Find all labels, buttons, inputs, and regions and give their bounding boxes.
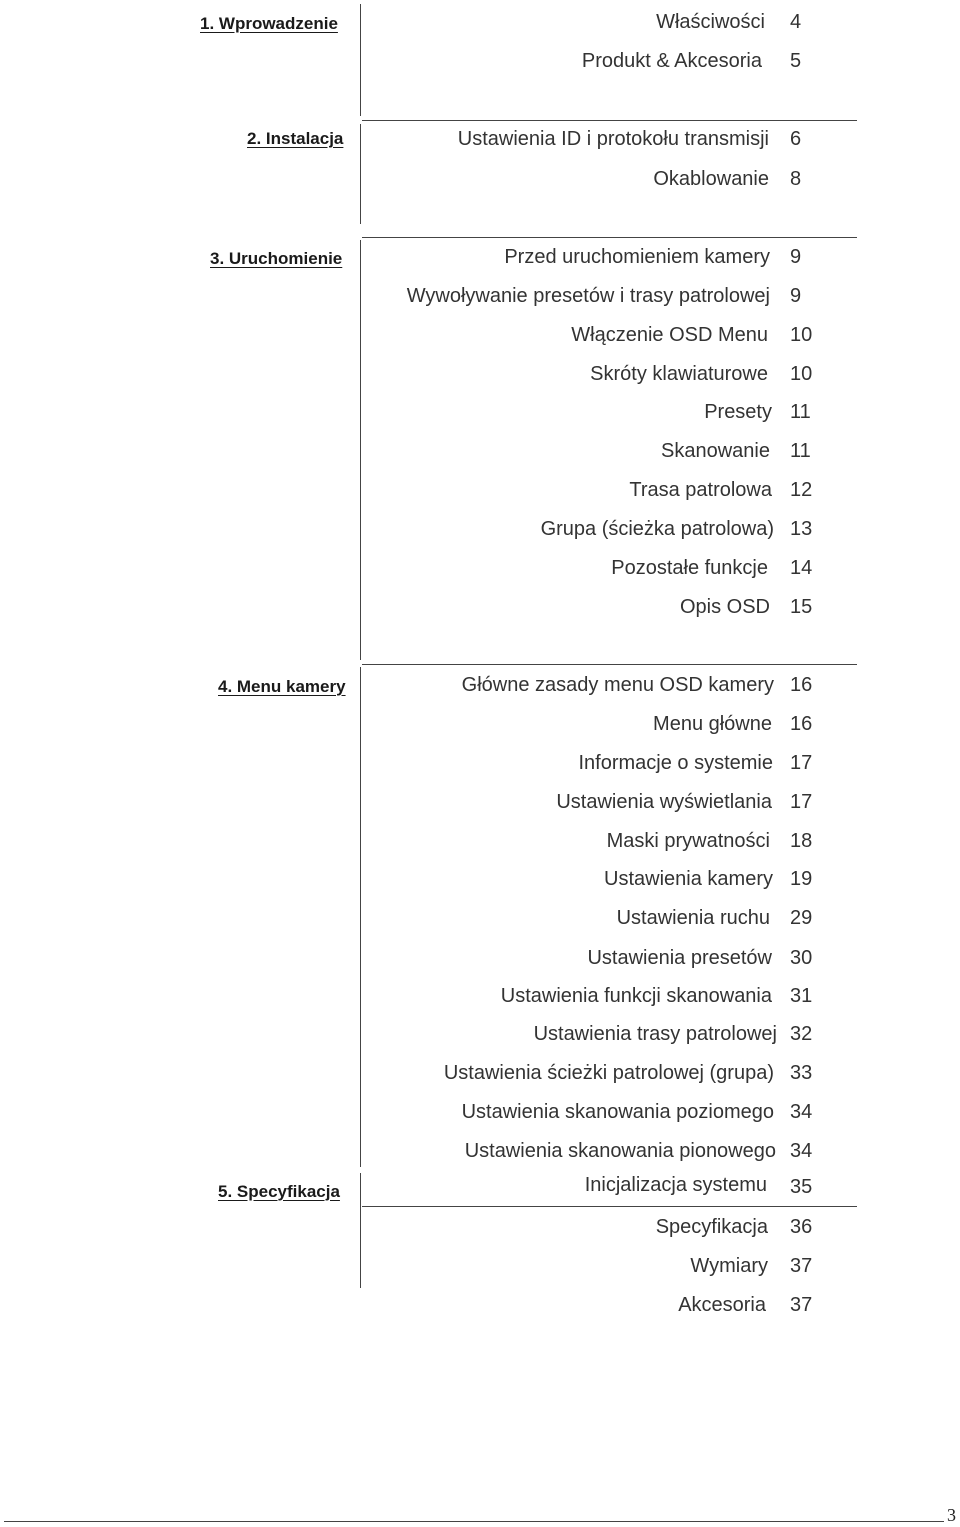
toc-page-number: 37 bbox=[790, 1294, 813, 1316]
toc-page-number: 6 bbox=[790, 128, 802, 150]
toc-page-number: 13 bbox=[790, 518, 813, 540]
toc-entry[interactable]: Specyfikacja bbox=[655, 1216, 768, 1238]
column-divider bbox=[360, 667, 361, 1167]
toc-entry[interactable]: Grupa (ścieżka patrolowa) bbox=[540, 518, 774, 540]
toc-entry[interactable]: Produkt & Akcesoria bbox=[581, 50, 762, 72]
toc-page-number: 29 bbox=[790, 907, 813, 929]
section-label-menu-kamery[interactable]: 4. Menu kamery bbox=[218, 677, 346, 696]
toc-entry[interactable]: Okablowanie bbox=[653, 168, 769, 190]
toc-entry[interactable]: Ustawienia ID i protokołu transmisji bbox=[457, 128, 769, 150]
toc-entry[interactable]: Ustawienia skanowania pionowego bbox=[464, 1140, 776, 1162]
toc-page-number: 36 bbox=[790, 1216, 813, 1238]
toc-entry[interactable]: Ustawienia kamery bbox=[604, 868, 773, 890]
toc-page-number: 17 bbox=[790, 791, 813, 813]
toc-entry[interactable]: Wywoływanie presetów i trasy patrolowej bbox=[406, 285, 770, 307]
toc-page-number: 35 bbox=[790, 1176, 813, 1198]
toc-entry[interactable]: Inicjalizacja systemu bbox=[584, 1174, 767, 1196]
toc-entry[interactable]: Ustawienia presetów bbox=[587, 947, 772, 969]
toc-entry[interactable]: Ustawienia ruchu bbox=[616, 907, 770, 929]
toc-entry[interactable]: Skanowanie bbox=[661, 440, 770, 462]
column-divider bbox=[360, 1173, 361, 1288]
toc-entry[interactable]: Ustawienia ścieżki patrolowej (grupa) bbox=[443, 1062, 774, 1084]
toc-page-number: 16 bbox=[790, 713, 813, 735]
toc-page-number: 34 bbox=[790, 1140, 813, 1162]
toc-entry[interactable]: Włączenie OSD Menu bbox=[571, 324, 768, 346]
section-label-instalacja[interactable]: 2. Instalacja bbox=[247, 129, 344, 148]
column-divider bbox=[360, 124, 361, 224]
toc-page-number: 10 bbox=[790, 363, 813, 385]
toc-page-number: 10 bbox=[790, 324, 813, 346]
toc-entry[interactable]: Menu główne bbox=[653, 713, 772, 735]
toc-page-number: 15 bbox=[790, 596, 813, 618]
section-label-wprowadzenie[interactable]: 1. Wprowadzenie bbox=[200, 14, 338, 33]
toc-page-number: 4 bbox=[790, 11, 802, 33]
toc-entry[interactable]: Główne zasady menu OSD kamery bbox=[461, 674, 774, 696]
toc-entry[interactable]: Wymiary bbox=[690, 1255, 768, 1277]
section-separator bbox=[362, 237, 857, 238]
section-label-specyfikacja[interactable]: 5. Specyfikacja bbox=[218, 1182, 340, 1201]
toc-entry[interactable]: Presety bbox=[704, 401, 772, 423]
toc-page-number: 11 bbox=[790, 401, 811, 423]
toc-entry[interactable]: Informacje o systemie bbox=[578, 752, 773, 774]
column-divider bbox=[360, 240, 361, 660]
toc-entry[interactable]: Skróty klawiaturowe bbox=[590, 363, 768, 385]
toc-entry[interactable]: Właściwości bbox=[656, 11, 765, 33]
toc-entry[interactable]: Przed uruchomieniem kamery bbox=[504, 246, 770, 268]
section-separator bbox=[362, 120, 857, 121]
section-separator bbox=[362, 664, 857, 665]
toc-entry[interactable]: Akcesoria bbox=[678, 1294, 766, 1316]
footer-rule bbox=[4, 1521, 944, 1522]
section-separator bbox=[362, 1206, 857, 1207]
toc-page-number: 19 bbox=[790, 868, 813, 890]
toc-page-number: 37 bbox=[790, 1255, 813, 1277]
toc-page-number: 30 bbox=[790, 947, 813, 969]
toc-entry[interactable]: Pozostałe funkcje bbox=[611, 557, 768, 579]
toc-page-number: 11 bbox=[790, 440, 811, 462]
toc-page-number: 9 bbox=[790, 285, 802, 307]
toc-page-number: 9 bbox=[790, 246, 802, 268]
column-divider bbox=[360, 4, 361, 116]
toc-page-number: 18 bbox=[790, 830, 813, 852]
toc-entry[interactable]: Ustawienia funkcji skanowania bbox=[500, 985, 772, 1007]
page-number: 3 bbox=[947, 1505, 956, 1525]
toc-page-number: 5 bbox=[790, 50, 802, 72]
toc-page-number: 17 bbox=[790, 752, 813, 774]
toc-page-number: 31 bbox=[790, 985, 813, 1007]
section-label-uruchomienie[interactable]: 3. Uruchomienie bbox=[210, 249, 343, 268]
toc-page-number: 16 bbox=[790, 674, 813, 696]
toc-entry[interactable]: Trasa patrolowa bbox=[629, 479, 772, 501]
toc-entry[interactable]: Opis OSD bbox=[679, 596, 770, 618]
toc-page-number: 33 bbox=[790, 1062, 813, 1084]
toc-page-number: 14 bbox=[790, 557, 813, 579]
toc-page-number: 8 bbox=[790, 168, 802, 190]
toc-entry[interactable]: Ustawienia wyświetlania bbox=[556, 791, 772, 813]
toc-entry[interactable]: Ustawienia trasy patrolowej bbox=[533, 1023, 777, 1045]
toc-page-number: 12 bbox=[790, 479, 813, 501]
toc-page-number: 32 bbox=[790, 1023, 813, 1045]
toc-page-number: 34 bbox=[790, 1101, 813, 1123]
toc-entry[interactable]: Maski prywatności bbox=[606, 830, 770, 852]
toc-entry[interactable]: Ustawienia skanowania poziomego bbox=[461, 1101, 774, 1123]
